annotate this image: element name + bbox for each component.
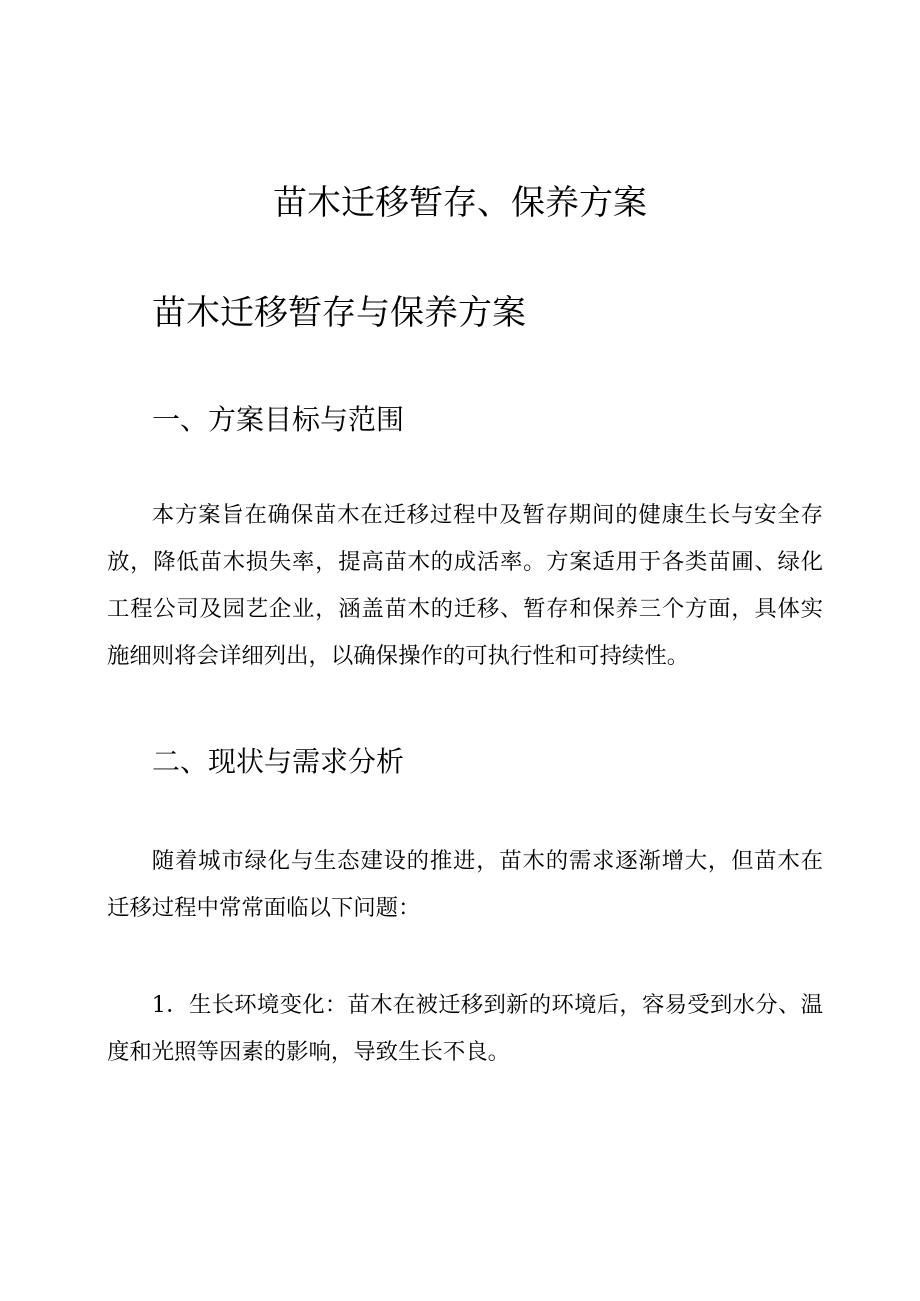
document-subtitle: 苗木迁移暂存与保养方案: [152, 293, 526, 333]
document-title: 苗木迁移暂存、保养方案: [273, 183, 647, 223]
list-item-environment-change: 1．生长环境变化：苗木在被迁移到新的环境后，容易受到水分、温度和光照等因素的影响，导致生长不良。: [107, 992, 823, 1065]
section-heading-status-analysis: 二、现状与需求分析: [152, 745, 405, 778]
section-paragraph-goals-scope: 本方案旨在确保苗木在迁移过程中及暂存期间的健康生长与安全存放，降低苗木损失率，提高苗木的成活率。方案适用于各类苗圃、绿化工程公司及园艺企业，涵盖苗木的迁移、暂存和保养三个方面，具体实施细则将会详细列出，以确保操作的可执行性和可持续性。: [107, 502, 823, 669]
section-paragraph-status-analysis: 随着城市绿化与生态建设的推进，苗木的需求逐渐增大，但苗木在迁移过程中常常面临以下问题：: [107, 848, 823, 921]
section-heading-goals-scope: 一、方案目标与范围: [152, 403, 405, 436]
